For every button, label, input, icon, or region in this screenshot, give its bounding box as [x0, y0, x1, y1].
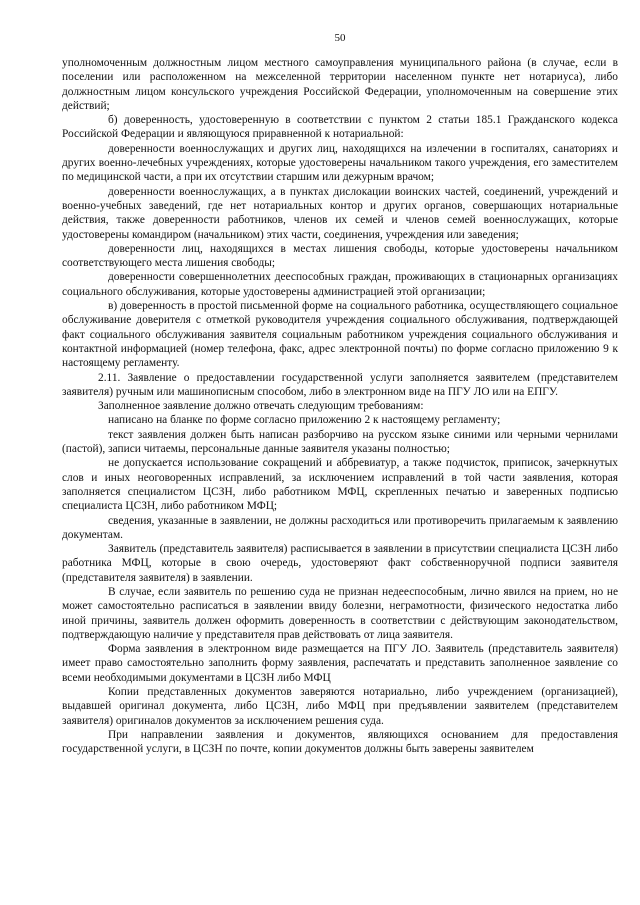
paragraph: сведения, указанные в заявлении, не должны расходиться или противоречить прилагаемым к заявлению документам.	[62, 514, 618, 541]
paragraph: б) доверенность, удостоверенную в соответствии с пунктом 2 статьи 185.1 Гражданского кодекса Российской Федерации и являющуюся приравненной к нотариальной:	[62, 114, 618, 141]
paragraph: В случае, если заявитель по решению суда не признан недееспособным, лично явился на прием, но не может самостоятельно расписаться в заявлении ввиду болезни, неграмотности, физического недостатка либо иной причины, заявитель должен оформить доверенность в соответствии с действующим законодательством, подтверждающую наличие у представителя прав действовать от лица заявителя.	[62, 585, 618, 641]
paragraph: доверенности военнослужащих, а в пунктах дислокации воинских частей, соединений, учреждений и военно-учебных заведений, где нет нотариальных контор и других органов, совершающих нотариальные действия, также доверенности работников, членов их семей и членов семей военнослужащих, которые удостоверены командиром (начальником) этих части, соединения, учреждения или заведения;	[62, 185, 618, 241]
paragraph: текст заявления должен быть написан разборчиво на русском языке синими или черными чернилами (пастой), записи читаемы, персональные данные заявителя указаны полностью;	[62, 428, 618, 456]
paragraph: 2.11. Заявление о предоставлении государственной услуги заполняется заявителем (представителем заявителя) ручным или машинописным способом, либо в электронном виде на ПГУ ЛО или на ЕПГУ.	[62, 371, 618, 398]
paragraph: доверенности лиц, находящихся в местах лишения свободы, которые удостоверены начальником соответствующего места лишения свободы;	[62, 242, 618, 270]
paragraph: Копии представленных документов заверяются нотариально, либо учреждением (организацией), выдавшей оригинал документа, либо ЦСЗН, либо МФЦ при предъявлении заявителем (представителем заявителя) оригиналов документов за исключением решения суда.	[62, 686, 618, 727]
paragraph: Заявитель (представитель заявителя) расписывается в заявлении в присутствии специалиста ЦСЗН либо работника МФЦ, которые в свою очередь, удостоверяют факт собственноручной подписи заявителя (представителя заявителя) в заявлении.	[62, 543, 618, 584]
paragraph: Заполненное заявление должно отвечать следующим требованиям:	[98, 400, 424, 413]
paragraph: в) доверенность в простой письменной форме на социального работника, осуществляющего социальное обслуживание доверителя с отметкой руководителя учреждения социального обслуживания, подтверждающей факт социального обслуживания заявителя социальным работником учреждения социального обслуживания и контактной информацией (номер телефона, факс, адрес электронной почты) по форме согласно приложению 9 к настоящему регламенту.	[62, 300, 618, 370]
paragraph: уполномоченным должностным лицом местного самоуправления муниципального района (в случае, если в поселении или расположенном на межселенной территории населенном пункте нет нотариуса), либо должностным лицом консульского учреждения Российской Федерации, уполномоченным на совершение этих действий;	[62, 57, 618, 112]
paragraph: Форма заявления в электронном виде размещается на ПГУ ЛО. Заявитель (представитель заявителя) имеет право самостоятельно заполнить форму заявления, распечатать и представить заполненное заявление со всеми необходимыми документами в ЦСЗН либо МФЦ	[62, 643, 618, 684]
paragraph: написано на бланке по форме согласно приложению 2 к настоящему регламенту;	[108, 414, 501, 427]
paragraph: доверенности совершеннолетних дееспособных граждан, проживающих в стационарных организациях социального обслуживания, которые удостоверены администрацией этой организации;	[62, 271, 618, 298]
paragraph: При направлении заявления и документов, являющихся основанием для предоставления государственной услуги, в ЦСЗН по почте, копии документов должны быть заверены заявителем	[62, 728, 618, 756]
page-number: 50	[334, 32, 346, 44]
document-body	[62, 56, 618, 757]
paragraph: не допускается использование сокращений и аббревиатур, а также подчисток, приписок, зачеркнутых слов и иных неоговоренных исправлений, за исключением исправлений в той части заявления, которая заполняется специалистом ЦСЗН, либо работником МФЦ, скрепленных печатью и заверенных подписью специалиста ЦСЗН, либо работником МФЦ;	[62, 457, 618, 513]
paragraph: доверенности военнослужащих и других лиц, находящихся на излечении в госпиталях, санаториях и других военно-лечебных учреждениях, которые удостоверены начальником такого учреждения, его заместителем по медицинской части, а при их отсутствии старшим или дежурным врачом;	[62, 142, 618, 184]
